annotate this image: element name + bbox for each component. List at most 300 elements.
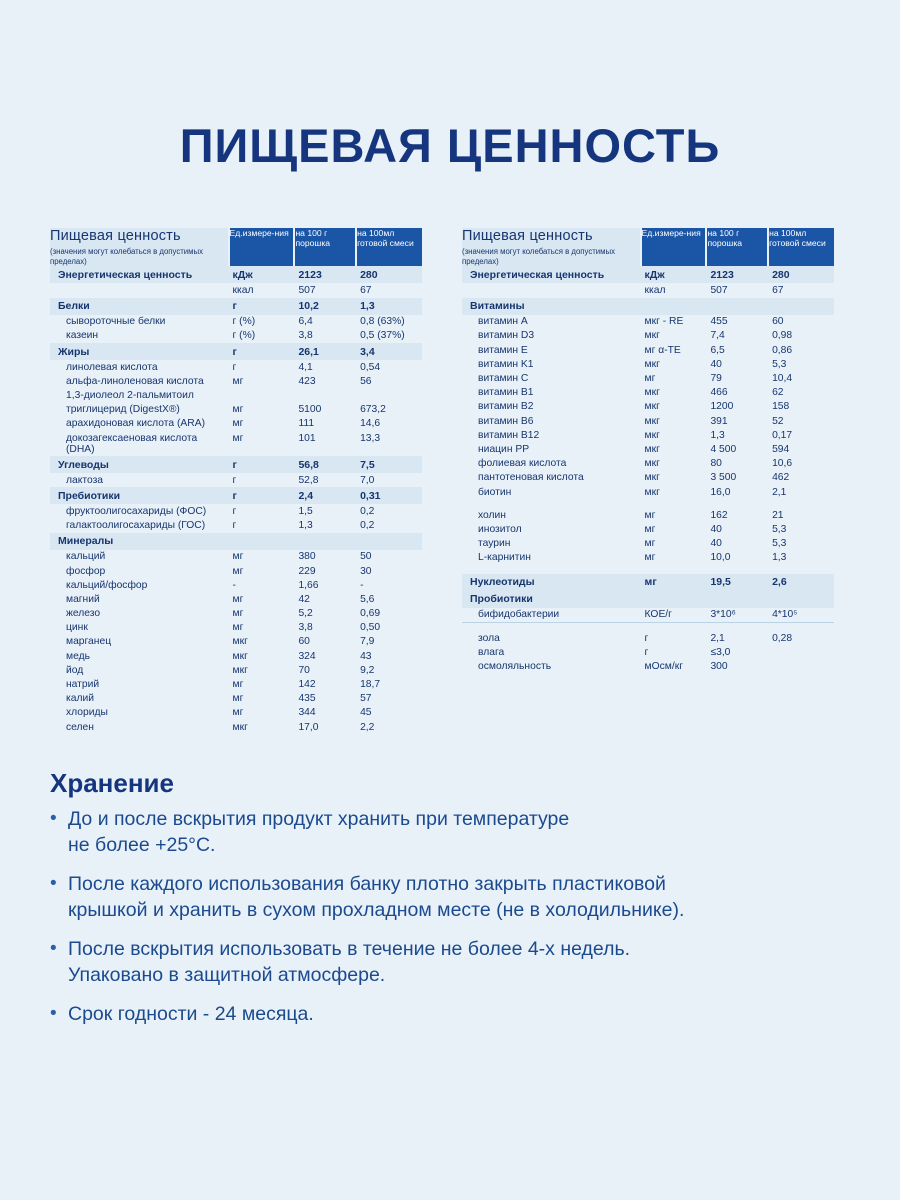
table-row	[462, 357, 834, 371]
nutrient-unit: мкг	[644, 387, 660, 399]
nutrient-per100ml: 67	[772, 285, 784, 297]
nutrient-name: линолевая кислота	[66, 361, 158, 373]
nutrient-unit: мкг	[644, 401, 660, 413]
table-row	[462, 536, 834, 550]
table-row	[462, 428, 834, 442]
nutrient-per100ml: 1,3	[772, 552, 787, 564]
nutrient-per100g: 344	[298, 707, 316, 719]
table-header-title: Пищевая ценность	[50, 228, 181, 244]
storage-item-text: До и после вскрытия продукт хранить при температуре не более +25°C.	[68, 808, 570, 856]
table-row	[50, 388, 422, 402]
nutrient-name: витамин A	[478, 316, 528, 328]
nutrient-per100ml: 5,6	[360, 593, 375, 605]
nutrient-per100ml: 52	[772, 415, 784, 427]
table-row	[50, 283, 422, 297]
table-row	[50, 649, 422, 663]
nutrient-name: витамин D3	[478, 330, 535, 342]
nutrient-per100g: 162	[710, 509, 728, 521]
nutrient-per100ml: 60	[772, 316, 784, 328]
nutrient-per100g: 2,4	[294, 487, 356, 504]
nutrient-name: витамин B12	[478, 429, 540, 441]
table-row	[50, 621, 422, 635]
table-row	[50, 706, 422, 720]
table-spacer-row	[462, 565, 834, 574]
nutrient-per100ml: 0,28	[772, 632, 793, 644]
nutrient-name: калий	[66, 693, 94, 705]
nutrient-name: 1,3-диолеол 2-пальмитоил	[66, 390, 194, 401]
table-row	[50, 374, 422, 388]
nutrient-per100ml: 10,6	[772, 458, 793, 470]
table-row	[462, 371, 834, 385]
page-title: ПИЩЕВАЯ ЦЕННОСТЬ	[179, 119, 721, 172]
table-row	[50, 606, 422, 620]
table-row	[462, 551, 834, 565]
nutrient-per100ml: 21	[772, 509, 784, 521]
nutrient-unit: ккал	[644, 285, 666, 297]
table-header-per100g: на 100 г порошка	[706, 228, 768, 266]
table-row	[50, 564, 422, 578]
nutrient-name: триглицерид (DigestX®)	[66, 404, 180, 416]
nutrient-per100g: 19,5	[706, 574, 768, 591]
nutrient-per100ml: 2,1	[772, 486, 787, 498]
nutrient-name: селен	[66, 721, 94, 733]
nutrient-unit: мг	[232, 622, 244, 634]
divider-cell	[462, 623, 834, 632]
nutrient-name: фруктоолигосахариды (ФОС)	[66, 505, 207, 517]
nutrient-per100ml: 0,54	[360, 361, 381, 373]
nutrient-per100ml: 5,3	[772, 523, 787, 535]
nutrient-unit: КОЕ/г	[644, 609, 672, 621]
table-row	[462, 329, 834, 343]
table-row	[50, 431, 422, 456]
nutrient-name: Энергетическая ценность	[462, 266, 641, 283]
nutrient-unit: мкг	[644, 358, 660, 370]
nutrient-per100g: 1,3	[710, 429, 725, 441]
table-row	[462, 315, 834, 329]
nutrient-name: влага	[478, 646, 505, 658]
nutrient-per100g: 4,1	[298, 361, 313, 373]
table-row	[462, 608, 834, 623]
nutrient-per100g: 1,66	[298, 579, 319, 591]
table-header-per100ml: на 100мл готовой смеси	[356, 228, 422, 266]
nutrient-per100ml: 5,3	[772, 358, 787, 370]
table-row	[50, 692, 422, 706]
nutrient-per100ml: 0,17	[772, 429, 793, 441]
nutrient-per100g: 6,5	[710, 344, 725, 356]
nutrient-per100ml: 7,9	[360, 636, 375, 648]
nutrient-per100g: 40	[710, 523, 722, 535]
table-row	[462, 659, 834, 673]
nutrient-per100ml: 673,2	[360, 404, 386, 416]
table-section-row	[50, 266, 422, 283]
nutrient-per100g: 3,8	[298, 330, 313, 342]
nutrient-unit: г	[232, 361, 237, 373]
nutrient-name: осмоляльность	[478, 661, 552, 672]
nutrient-name: инозитол	[478, 523, 522, 535]
nutrient-per100ml: 62	[772, 387, 784, 399]
nutrient-name: альфа-линоленовая кислота	[66, 375, 204, 387]
nutrient-per100ml: 280	[356, 266, 422, 283]
nutrient-per100g: 229	[298, 565, 316, 577]
nutrient-name: зола	[478, 632, 500, 644]
nutrient-per100ml: 7,0	[360, 474, 375, 486]
nutrient-unit: мг	[232, 418, 244, 430]
table-row	[462, 414, 834, 428]
nutrient-per100g: 3*10⁶	[710, 609, 736, 621]
nutrient-name: хлориды	[66, 707, 108, 719]
nutrient-per100g: 79	[710, 373, 722, 384]
nutrient-name: таурин	[478, 538, 511, 550]
nutrient-per100g: 3 500	[710, 472, 737, 484]
nutrient-per100ml: 67	[360, 285, 372, 297]
nutrient-unit	[641, 591, 707, 608]
nutrient-name: Витамины	[462, 298, 641, 315]
nutrient-unit: г	[229, 487, 295, 504]
storage-list	[50, 806, 860, 1040]
table-left-body	[50, 228, 422, 734]
nutrient-per100ml	[768, 591, 834, 608]
nutrient-per100g: 10,2	[294, 298, 356, 315]
nutrient-per100g: 26,1	[294, 343, 356, 360]
nutrient-name: йод	[66, 664, 84, 676]
table-row	[50, 315, 422, 329]
nutrient-per100ml: 45	[360, 707, 372, 719]
nutrient-per100ml: 0,69	[360, 608, 381, 620]
nutrient-unit: мкг	[644, 330, 660, 342]
nutrient-per100g: 6,4	[298, 316, 313, 328]
nutrient-per100ml: 0,50	[360, 622, 381, 634]
nutrient-per100ml: 30	[360, 565, 372, 577]
nutrient-per100g: 300	[710, 661, 728, 672]
nutrient-per100g: 2,1	[710, 632, 725, 644]
table-row	[50, 550, 422, 564]
nutrient-unit: ккал	[232, 285, 254, 297]
nutrient-per100ml: 43	[360, 650, 372, 662]
nutrient-name: витамин C	[478, 373, 529, 384]
nutrient-per100ml: 0,5 (37%)	[360, 330, 405, 342]
nutrient-per100ml: -	[360, 579, 364, 591]
nutrient-name: витамин B1	[478, 387, 534, 399]
nutrient-unit: мкг - RE	[644, 316, 684, 328]
nutrient-per100g: 507	[710, 285, 728, 297]
nutrient-per100g: 16,0	[710, 486, 731, 498]
table-divider-row	[462, 623, 834, 632]
nutrient-name: пантотеновая кислота	[478, 472, 584, 484]
nutrient-unit: -	[232, 579, 236, 591]
nutrient-per100ml: 9,2	[360, 664, 375, 676]
nutrient-unit: мкг	[232, 664, 248, 676]
nutrient-per100g: 142	[298, 679, 316, 690]
spacer-cell	[462, 565, 834, 574]
table-row	[50, 578, 422, 592]
table-header-per100ml: на 100мл готовой смеси	[768, 228, 834, 266]
nutrition-table-right	[462, 228, 834, 674]
nutrient-unit: мг	[232, 693, 244, 705]
nutrient-per100ml: 3,4	[356, 343, 422, 360]
table-section-row	[50, 343, 422, 360]
nutrient-per100ml: 1,3	[356, 298, 422, 315]
nutrient-per100ml: 594	[772, 443, 790, 455]
nutrient-per100ml: 56	[360, 375, 372, 387]
nutrient-unit: мг α-TE	[644, 344, 681, 356]
table-row	[462, 343, 834, 357]
storage-item-text: После вскрытия использовать в течение не более 4-х недель. Упаковано в защитной атмосфере.	[68, 938, 631, 986]
table-row	[462, 400, 834, 414]
table-row	[50, 473, 422, 487]
nutrient-per100g: 40	[710, 358, 722, 370]
nutrient-per100g: 7,4	[710, 330, 725, 342]
nutrient-per100g	[294, 388, 356, 402]
nutrient-per100g: 42	[298, 593, 310, 605]
nutrient-per100ml: 10,4	[772, 373, 793, 384]
table-section-row	[50, 487, 422, 504]
nutrient-per100g: ≤3,0	[710, 646, 731, 658]
nutrient-per100g: 455	[710, 316, 728, 328]
nutrient-per100g: 10,0	[710, 552, 731, 564]
nutrient-unit: мкг	[232, 650, 248, 662]
nutrient-name: бифидобактерии	[478, 609, 560, 621]
table-section-row	[50, 456, 422, 473]
nutrient-per100g: 17,0	[298, 721, 319, 733]
nutrient-name: марганец	[66, 636, 112, 648]
nutrient-unit: г	[232, 505, 237, 517]
nutrient-unit: мг	[644, 373, 656, 384]
nutrient-per100g: 5100	[298, 404, 322, 416]
nutrient-unit: г	[232, 520, 237, 532]
nutrient-unit: мг	[232, 404, 244, 416]
nutrient-unit: мг	[641, 574, 707, 591]
nutrient-per100g: 4 500	[710, 443, 737, 455]
nutrient-per100g: 3,8	[298, 622, 313, 634]
nutrient-unit: г	[644, 646, 649, 658]
table-row	[50, 677, 422, 691]
nutrient-name: Нуклеотиды	[462, 574, 641, 591]
nutrient-unit	[641, 298, 707, 315]
nutrient-per100g: 70	[298, 664, 310, 676]
nutrient-unit: мг	[232, 593, 244, 605]
table-row	[462, 386, 834, 400]
nutrient-name: витамин E	[478, 344, 528, 356]
bullet-icon: •	[50, 1003, 57, 1024]
nutrient-per100ml: 158	[772, 401, 790, 413]
nutrient-name: фолиевая кислота	[478, 458, 567, 470]
nutrient-per100ml	[768, 645, 834, 659]
nutrient-per100g	[706, 298, 768, 315]
table-header-row	[462, 228, 834, 266]
table-row	[462, 471, 834, 485]
nutrient-per100ml	[768, 298, 834, 315]
nutrient-per100ml: 0,2	[360, 505, 375, 517]
nutrient-per100ml: 0,31	[356, 487, 422, 504]
nutrient-unit: г	[229, 456, 295, 473]
nutrient-name: натрий	[66, 679, 100, 690]
nutrient-unit	[229, 388, 295, 402]
nutrient-name: сывороточные белки	[66, 316, 166, 328]
nutrient-name: Белки	[50, 298, 229, 315]
nutrient-unit: мг	[232, 432, 244, 444]
nutrient-per100ml: 57	[360, 693, 372, 705]
nutrient-per100g: 435	[298, 693, 316, 705]
table-header-subtitle: (значения могут колебаться в допустимых пределах)	[462, 247, 616, 266]
nutrient-name: кальций	[66, 551, 106, 563]
list-item	[50, 871, 860, 923]
nutrient-name: цинк	[66, 622, 88, 634]
nutrient-per100ml	[356, 388, 422, 402]
table-header-title: Пищевая ценность	[462, 228, 593, 244]
table-section-row	[50, 298, 422, 315]
nutrient-per100g: 1,5	[298, 505, 313, 517]
table-row	[50, 329, 422, 343]
nutrient-per100ml	[356, 533, 422, 550]
nutrient-name: Жиры	[50, 343, 229, 360]
nutrient-unit: мг	[644, 509, 656, 521]
nutrient-unit: мкг	[644, 429, 660, 441]
nutrient-unit: мг	[644, 523, 656, 535]
nutrient-per100g: 391	[710, 415, 728, 427]
nutrient-name: Минералы	[50, 533, 229, 550]
nutrient-name: фосфор	[66, 565, 106, 577]
nutrient-unit: мкг	[644, 472, 660, 484]
nutrient-name: Пребиотики	[50, 487, 229, 504]
nutrient-unit: кДж	[229, 266, 295, 283]
nutrient-name: холин	[478, 509, 506, 521]
nutrient-name: железо	[66, 608, 101, 620]
nutrient-unit: мг	[232, 565, 244, 577]
table-row	[50, 519, 422, 533]
nutrient-per100g: 2123	[294, 266, 356, 283]
table-spacer-row	[462, 499, 834, 508]
nutrient-name: арахидоновая кислота (ARA)	[66, 418, 205, 430]
table-row	[462, 283, 834, 297]
table-header-unit: Ед.измере-ния	[229, 228, 295, 266]
nutrient-name: биотин	[478, 486, 512, 498]
table-header-subtitle: (значения могут колебаться в допустимых пределах)	[50, 247, 204, 266]
table-row	[50, 663, 422, 677]
table-row	[462, 457, 834, 471]
list-item	[50, 1001, 860, 1027]
nutrient-unit: г	[232, 474, 237, 486]
table-section-row	[462, 574, 834, 591]
nutrient-name: витамин B2	[478, 401, 534, 413]
table-header-row	[50, 228, 422, 266]
nutrient-per100ml: 50	[360, 551, 372, 563]
nutrient-name: L-карнитин	[478, 552, 531, 564]
nutrient-per100g: 2123	[706, 266, 768, 283]
storage-heading: Хранение	[50, 768, 174, 798]
nutrient-unit: мг	[644, 552, 656, 564]
nutrient-per100g: 52,8	[298, 474, 319, 486]
table-header-per100g: на 100 г порошка	[294, 228, 356, 266]
nutrient-unit: мОсм/кг	[644, 661, 683, 672]
nutrient-per100g	[294, 533, 356, 550]
list-item	[50, 936, 860, 988]
table-row	[50, 504, 422, 518]
nutrient-name: витамин K1	[478, 358, 534, 370]
nutrient-unit	[229, 533, 295, 550]
bullet-icon: •	[50, 938, 57, 959]
nutrient-per100ml: 2,2	[360, 721, 375, 733]
nutrient-per100ml: 4*10⁵	[772, 609, 798, 621]
nutrient-unit: мкг	[232, 721, 248, 733]
nutrition-table-left	[50, 228, 422, 734]
nutrient-per100g: 1,3	[298, 520, 313, 532]
list-item	[50, 806, 860, 858]
storage-item-text: Срок годности - 24 месяца.	[68, 1003, 314, 1025]
nutrient-name: медь	[66, 650, 90, 662]
nutrient-name: магний	[66, 593, 100, 605]
nutrient-per100g: 40	[710, 538, 722, 550]
nutrient-unit: г	[229, 343, 295, 360]
nutrient-per100g: 101	[298, 432, 316, 444]
nutrient-name: докозагексаеновая кислота (DHA)	[66, 432, 198, 455]
nutrient-unit: г	[644, 632, 649, 644]
table-section-row	[462, 298, 834, 315]
table-row	[462, 645, 834, 659]
table-header-title-cell	[50, 228, 229, 266]
table-row	[50, 403, 422, 417]
nutrient-per100g: 60	[298, 636, 310, 648]
nutrient-unit: мкг	[644, 443, 660, 455]
bullet-icon: •	[50, 808, 57, 829]
nutrient-name	[462, 283, 641, 297]
nutrient-unit: г	[229, 298, 295, 315]
nutrient-per100g: 111	[298, 418, 315, 430]
table-row	[462, 631, 834, 645]
nutrient-name	[50, 283, 229, 297]
nutrient-per100ml: 0,2	[360, 520, 375, 532]
table-right-body	[462, 228, 834, 674]
table-row	[462, 442, 834, 456]
bullet-icon: •	[50, 873, 57, 894]
table-section-row	[462, 266, 834, 283]
nutrient-name: Пробиотики	[462, 591, 641, 608]
nutrient-name: Энергетическая ценность	[50, 266, 229, 283]
nutrient-per100g: 56,8	[294, 456, 356, 473]
nutrient-per100ml: 2,6	[768, 574, 834, 591]
nutrient-unit: мкг	[232, 636, 248, 648]
nutrient-per100ml: 18,7	[360, 679, 381, 690]
nutrient-per100ml: 14,6	[360, 418, 381, 430]
nutrient-per100g: 80	[710, 458, 722, 470]
nutrient-name: витамин B6	[478, 415, 534, 427]
nutrient-unit: мкг	[644, 486, 660, 498]
nutrient-per100g	[706, 591, 768, 608]
table-row	[462, 508, 834, 522]
nutrient-per100ml: 5,3	[772, 538, 787, 550]
nutrient-unit: мг	[232, 375, 244, 387]
nutrient-per100g: 5,2	[298, 608, 313, 620]
nutrient-name: Углеводы	[50, 456, 229, 473]
table-row	[462, 522, 834, 536]
nutrient-unit: г (%)	[232, 316, 256, 328]
nutrient-per100ml: 7,5	[356, 456, 422, 473]
table-row	[50, 360, 422, 374]
nutrient-unit: мг	[232, 707, 244, 719]
nutrient-per100g: 507	[298, 285, 316, 297]
nutrient-per100g: 380	[298, 551, 316, 563]
nutrient-per100ml: 462	[772, 472, 790, 484]
nutrient-per100ml: 13,3	[360, 432, 381, 444]
nutrient-per100g: 466	[710, 387, 728, 399]
nutrient-per100g: 1200	[710, 401, 734, 413]
nutrient-name: галактоолигосахариды (ГОС)	[66, 520, 206, 532]
table-section-row	[462, 591, 834, 608]
table-row	[50, 635, 422, 649]
nutrient-per100g: 423	[298, 375, 316, 387]
table-header-unit: Ед.измере-ния	[641, 228, 707, 266]
table-header-title-cell	[462, 228, 641, 266]
table-row	[462, 485, 834, 499]
